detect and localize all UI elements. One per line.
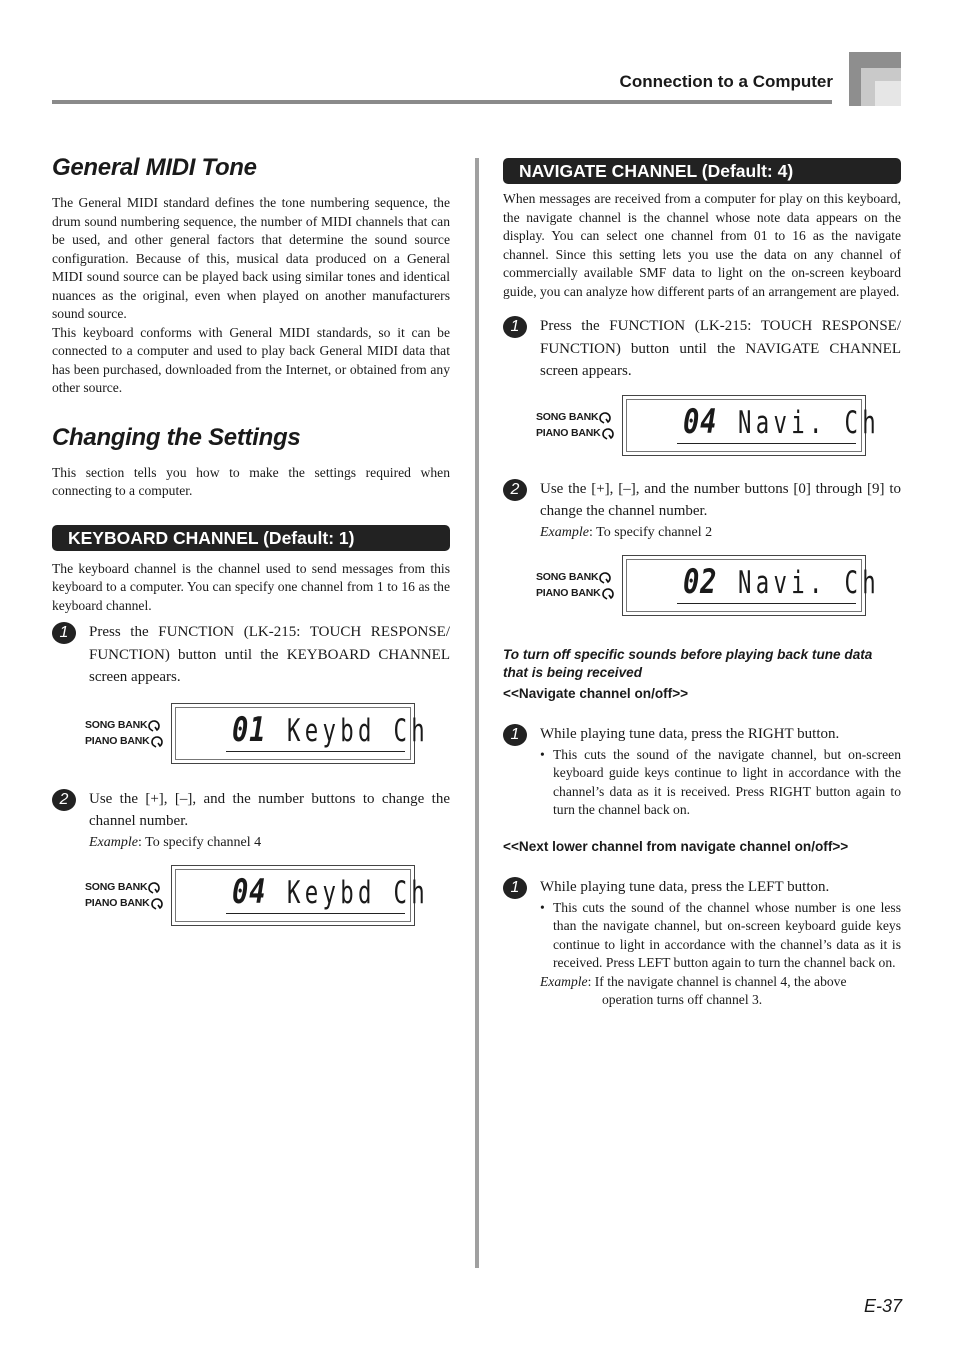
- column-divider: [475, 158, 479, 1268]
- example-label: Example: [540, 524, 589, 540]
- bullet-note: • This cuts the sound of the channel whose number is one less than the navigate channel, but on-screen keyboard guide keys continue to light in accordance with the channel’s data as it is received. Press LEFT button again to turn the channel back on.: [540, 899, 901, 973]
- step-text: Use the [+], [–], and the number buttons [0] through [9] to change the channel number.: [540, 480, 901, 519]
- piano-bank-label: PIANO BANK: [536, 587, 601, 599]
- page-number: E-37: [863, 1296, 902, 1316]
- keyboard-channel-bar: KEYBOARD CHANNEL (Default: 1): [52, 525, 450, 551]
- example-line: [89, 833, 450, 853]
- piano-bank-label: PIANO BANK: [85, 897, 150, 909]
- example-text: : To specify channel 2: [588, 524, 713, 540]
- general-midi-paragraph-2: This keyboard conforms with General MIDI standards, so it can be connected to a computer and used to play back General MIDI data that has been purchased, downloaded from the Internet, or obtained from any other source.: [52, 324, 450, 395]
- lower-channel-subheading: <<Next lower channel from navigate channel on/off>>: [503, 838, 849, 854]
- step-number: 1: [52, 622, 76, 644]
- step-number: 1: [503, 877, 527, 899]
- turn-off-heading: To turn off specific sounds before playing back tune data that is being received: [503, 646, 873, 680]
- right-column: [503, 158, 901, 1010]
- step-text: Press the FUNCTION (LK-215: TOUCH RESPONSE/ FUNCTION) button until the NAVIGATE CHANNEL screen appears.: [540, 318, 901, 379]
- example-line: [540, 523, 901, 543]
- step-number: 1: [503, 316, 527, 338]
- keyboard-step-2: [52, 788, 450, 853]
- song-bank-icon: [599, 571, 613, 584]
- song-bank-icon: [148, 881, 162, 894]
- step-text: While playing tune data, press the RIGHT button.: [540, 726, 840, 742]
- song-bank-icon: [148, 719, 162, 732]
- header-rule: [52, 100, 832, 104]
- song-bank-label: SONG BANK: [536, 411, 599, 423]
- corner-decoration: [849, 52, 901, 106]
- navigate-lcd-1: [536, 395, 901, 456]
- example-text: : If the navigate channel is channel 4, the above operation turns off channel 3.: [587, 973, 847, 1007]
- example-label: Example: [540, 973, 588, 989]
- song-bank-label: SONG BANK: [85, 719, 148, 731]
- navigate-channel-paragraph: When messages are received from a computer for play on this keyboard, the navigate channel is the channel whose note data appears on the display. You can select one channel from 01 to 16 as the navigate channel. Since this setting lets you use the data on any channel of commercially available SMF data to light on the on-screen keyboard guide, you can analyze how different parts of an arrangement are played.: [503, 191, 901, 299]
- bank-labels: [85, 879, 171, 911]
- lcd-number: 04: [683, 401, 718, 442]
- turn-off-step-left: [503, 876, 901, 1010]
- step-number: 2: [503, 479, 527, 501]
- piano-bank-icon: [151, 897, 165, 910]
- song-bank-label: SONG BANK: [536, 571, 599, 583]
- lcd-text: Keybd Ch: [287, 712, 430, 749]
- example-text: : To specify channel 4: [137, 834, 262, 850]
- bank-labels: [85, 717, 171, 749]
- lcd-text: Navi. Ch: [738, 564, 881, 601]
- turn-off-step-right: [503, 723, 901, 820]
- general-midi-paragraph-1: The General MIDI standard defines the tone numbering sequence, the drum sound numbering sequence, the number of MIDI channels that can be used, and other general factors that determine the sound source configuration. Because of this, musical data produced on a General MIDI sound source can be played back using similar tones and identical nuances as the original, even when played on another manufacturers sound source.: [52, 195, 450, 321]
- lcd-text: Keybd Ch: [287, 874, 430, 911]
- bank-labels: [536, 409, 622, 441]
- step-text: Use the [+], [–], and the number buttons to change the channel number.: [89, 790, 450, 829]
- navigate-step-1: [503, 315, 901, 383]
- song-bank-icon: [599, 411, 613, 424]
- example-line: [540, 973, 901, 1010]
- keyboard-lcd-2: [85, 865, 450, 926]
- piano-bank-icon: [602, 587, 616, 600]
- changing-settings-paragraph: This section tells you how to make the settings required when connecting to a computer.: [52, 464, 450, 498]
- general-midi-title: General MIDI Tone: [52, 154, 257, 181]
- step-text: While playing tune data, press the LEFT button.: [540, 879, 830, 895]
- piano-bank-icon: [151, 735, 165, 748]
- bank-labels: [536, 569, 622, 601]
- piano-bank-icon: [602, 427, 616, 440]
- lcd-display: [622, 395, 881, 456]
- lcd-number: 04: [232, 871, 267, 912]
- navigate-onoff-subheading: <<Navigate channel on/off>>: [503, 685, 689, 701]
- song-bank-label: SONG BANK: [85, 881, 148, 893]
- navigate-step-2: [503, 478, 901, 543]
- example-label: Example: [89, 834, 138, 850]
- navigate-lcd-2: [536, 555, 901, 616]
- step-number: 1: [503, 724, 527, 746]
- lcd-text: Navi. Ch: [738, 404, 881, 441]
- bullet-note: • This cuts the sound of the navigate channel, but on-screen keyboard guide keys continue to light in accordance with the channel’s data as it is received. Press RIGHT button again to turn the channel back on.: [540, 746, 901, 820]
- lcd-display: [171, 703, 430, 764]
- piano-bank-label: PIANO BANK: [85, 735, 150, 747]
- keyboard-step-1: [52, 621, 450, 689]
- changing-settings-title: Changing the Settings: [52, 423, 301, 451]
- keyboard-channel-paragraph: The keyboard channel is the channel used to send messages from this keyboard to a computer. You can specify one channel from 1 to 16 as the keyboard channel.: [52, 560, 450, 613]
- lcd-number: 01: [232, 709, 267, 750]
- header-title: Connection to a Computer: [619, 72, 833, 91]
- lcd-display: [622, 555, 881, 616]
- piano-bank-label: PIANO BANK: [536, 427, 601, 439]
- step-number: 2: [52, 789, 76, 811]
- keyboard-lcd-1: [85, 703, 450, 764]
- left-column: [52, 154, 450, 926]
- lcd-number: 02: [683, 561, 718, 602]
- step-text: Press the FUNCTION (LK-215: TOUCH RESPONSE/ FUNCTION) button until the KEYBOARD CHANNEL screen appears.: [89, 624, 450, 685]
- navigate-channel-bar: NAVIGATE CHANNEL (Default: 4): [503, 158, 901, 184]
- lcd-display: [171, 865, 430, 926]
